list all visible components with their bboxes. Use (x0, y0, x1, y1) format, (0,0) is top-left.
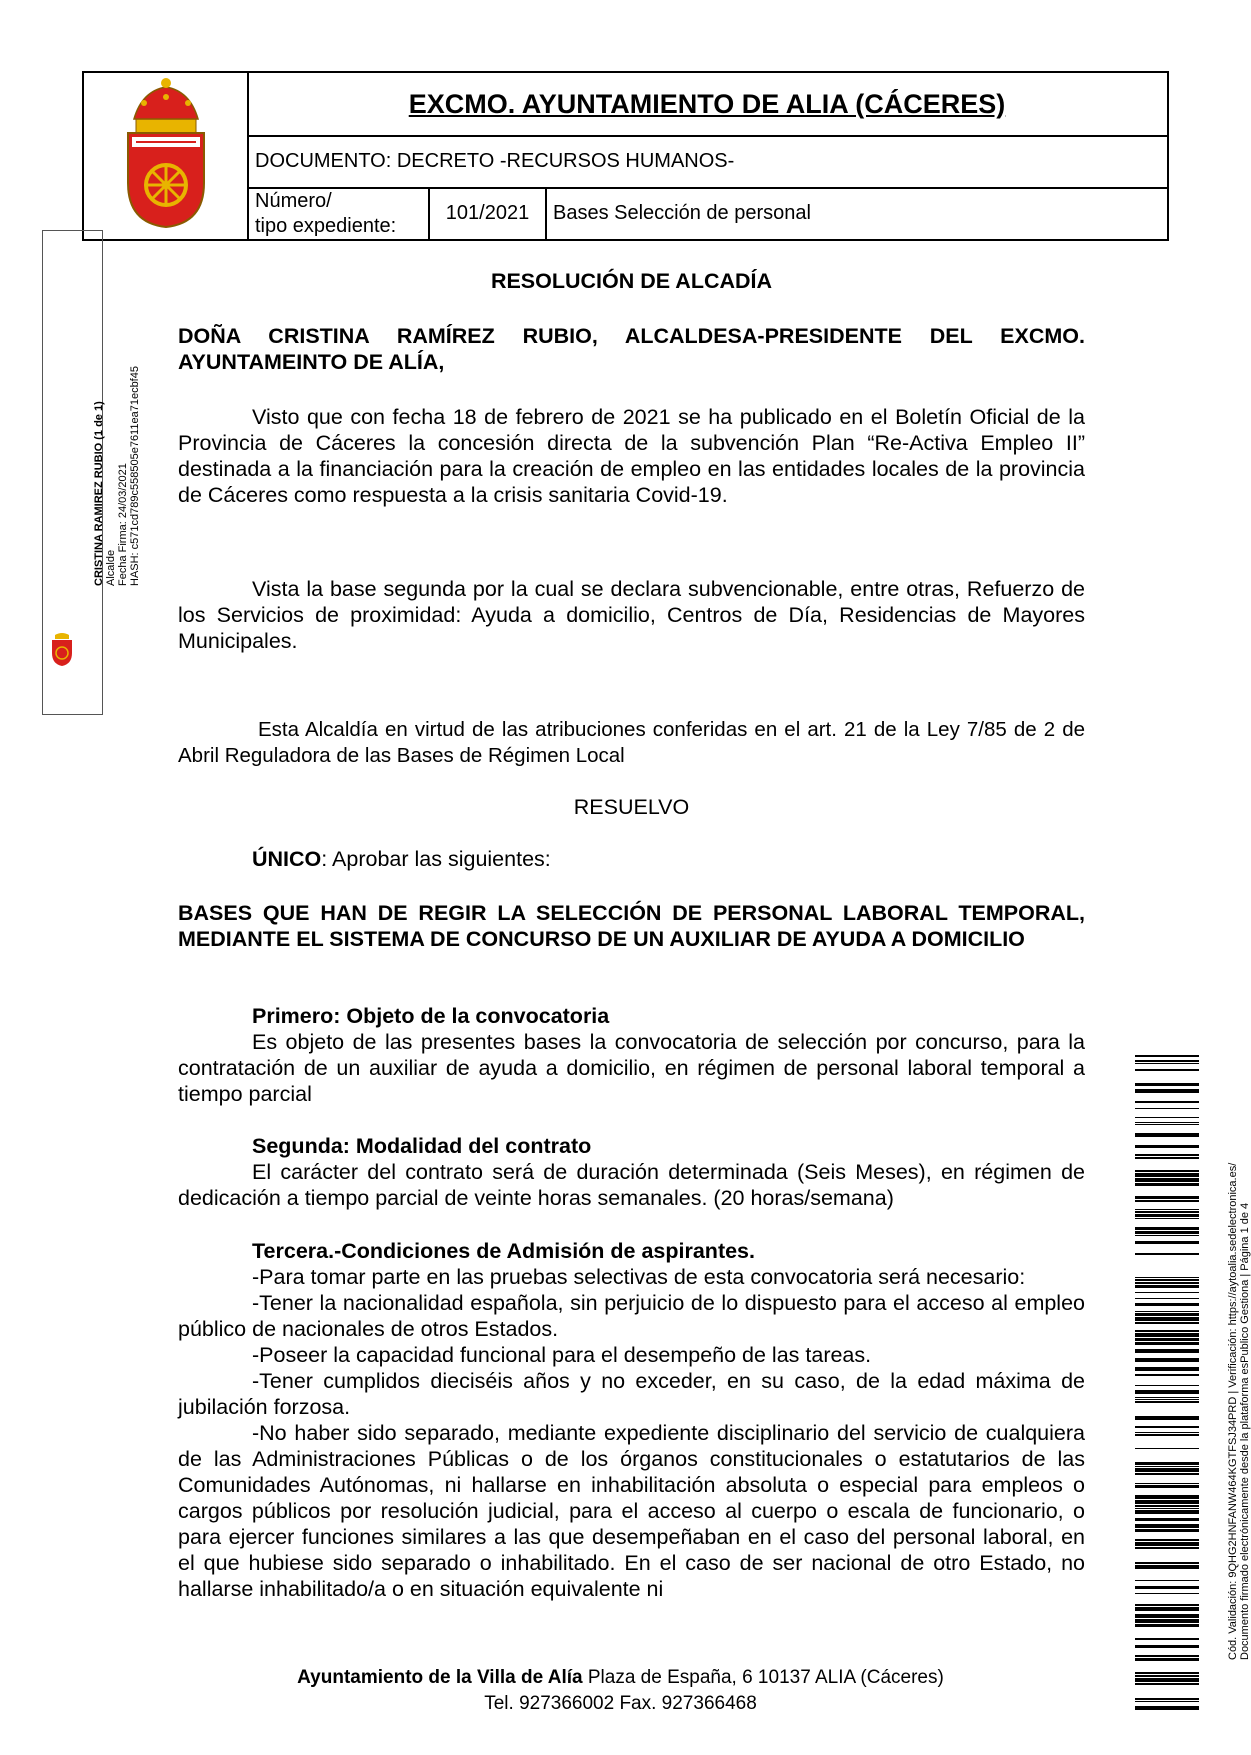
barcode-bar (1135, 1342, 1199, 1345)
barcode-bar (1135, 1401, 1199, 1403)
barcode-bar (1135, 1241, 1199, 1244)
barcode-bar (1135, 1607, 1199, 1611)
barcode-bar (1135, 1277, 1199, 1278)
signature-stamp (42, 230, 141, 715)
barcode-bar (1135, 1432, 1199, 1433)
barcode-bar (1135, 1390, 1199, 1394)
barcode-bar (1135, 1562, 1199, 1564)
header-title: EXCMO. AYUNTAMIENTO DE ALIA (CÁCERES) (247, 73, 1167, 137)
barcode (1135, 1055, 1199, 1707)
barcode-bar (1135, 1170, 1199, 1172)
mini-crest-icon (49, 631, 75, 667)
barcode-bar (1135, 1448, 1199, 1449)
barcode-bar (1135, 1518, 1199, 1521)
barcode-bar (1135, 1473, 1199, 1475)
barcode-bar (1135, 1399, 1199, 1400)
barcode-bar (1135, 1101, 1199, 1103)
barcode-bar (1135, 1658, 1199, 1661)
barcode-bar (1135, 1655, 1199, 1657)
tercera-item-4: -Tener cumplidos dieciséis años y no exceder, en su caso, de la edad máxima de jubilación forzosa. (178, 1369, 1085, 1419)
barcode-bar (1135, 1462, 1199, 1465)
barcode-bar (1135, 1218, 1199, 1219)
tercera-item-2: -Tener la nacionalidad española, sin perjuicio de lo dispuesto para el acceso al empleo público de nacionales de otros Estados. (178, 1291, 1085, 1341)
barcode-bar (1135, 1426, 1199, 1428)
primero-label: Primero (252, 1004, 334, 1028)
barcode-bar (1135, 1586, 1199, 1589)
barcode-bar (1135, 1624, 1199, 1627)
signature-text (93, 366, 141, 586)
resuelvo: RESUELVO (573, 795, 690, 819)
barcode-bar (1135, 1133, 1199, 1137)
barcode-bar (1135, 1374, 1199, 1376)
barcode-bar (1135, 1235, 1199, 1236)
barcode-bar (1135, 1604, 1199, 1606)
barcode-bar (1135, 1282, 1199, 1284)
unico (178, 846, 1085, 872)
barcode-bar (1135, 1317, 1199, 1321)
barcode-bar (1135, 1124, 1199, 1125)
barcode-bar (1135, 1524, 1199, 1528)
barcode-bar (1135, 1505, 1199, 1507)
segunda-text: El carácter del contrato será de duración determinada (Seis Meses), en régimen de dedicación a tiempo parcial de veinte horas semanales. (20 horas/semana) (178, 1160, 1085, 1210)
barcode-bar (1135, 1196, 1199, 1199)
barcode-bar (1135, 1178, 1199, 1182)
barcode-bar (1135, 1495, 1199, 1499)
barcode-bar (1135, 1227, 1199, 1230)
barcode-bar (1135, 1211, 1199, 1213)
verification-line1: Cód. Validación: 9QHG2HNFANW464KGTFSJ34PRD | Verificación: https://aytoalia.sedelectronica.es/ (1227, 1162, 1239, 1660)
barcode-bar (1135, 1209, 1199, 1210)
barcode-bar (1135, 1367, 1199, 1371)
paragraph-3: Esta Alcaldía en virtud de las atribuciones conferidas en el art. 21 de la Ley 7/85 de 2 de Abril Reguladora de las Bases de Régimen Local (178, 718, 1085, 767)
barcode-bar (1135, 1385, 1199, 1386)
barcode-bar (1135, 1200, 1199, 1202)
barcode-bar (1135, 1063, 1199, 1064)
document-header (82, 71, 1169, 241)
crest-cell (84, 73, 249, 239)
barcode-bar (1135, 1231, 1199, 1234)
tercera-item-1: -Para tomar parte en las pruebas selectivas de esta convocatoria será necesario: (252, 1265, 1026, 1289)
footer-org: Ayuntamiento de la Villa de Alía (297, 1667, 583, 1688)
footer-address (0, 1665, 1241, 1691)
barcode-bar (1135, 1593, 1199, 1594)
unico-label: ÚNICO (252, 847, 322, 871)
barcode-bar (1135, 1547, 1199, 1549)
barcode-bar (1135, 1466, 1199, 1467)
barcode-bar (1135, 1330, 1199, 1332)
footer-addr: Plaza de España, 6 10137 ALIA (Cáceres) (582, 1667, 944, 1688)
numero-label (247, 187, 430, 239)
primero-heading (178, 1003, 1085, 1029)
barcode-bar (1135, 1285, 1199, 1288)
barcode-bar (1135, 1122, 1199, 1123)
barcode-bar (1135, 1483, 1199, 1484)
barcode-bar (1135, 1303, 1199, 1306)
document-type: DOCUMENTO: DECRETO -RECURSOS HUMANOS- (247, 135, 1167, 189)
segunda-title: Segunda: Modalidad del contrato (252, 1134, 592, 1158)
sign-date: Fecha Firma: 24/03/2021 (117, 463, 129, 586)
barcode-bar (1135, 1416, 1199, 1420)
barcode-bar (1135, 1638, 1199, 1640)
expediente-number: 101/2021 (430, 187, 547, 239)
barcode-bar (1135, 1539, 1199, 1541)
footer-contact: Tel. 927366002 Fax. 927366468 (484, 1693, 757, 1714)
barcode-bar (1135, 1333, 1199, 1337)
numero-label-line2: tipo expediente: (255, 215, 397, 237)
bases-title: BASES QUE HAN DE REGIR LA SELECCIÓN DE PERSONAL LABORAL TEMPORAL, MEDIANTE EL SISTEMA DE CONCURSO DE UN AUXILIAR DE AYUDA A DOMICILIO (178, 901, 1085, 951)
barcode-bar (1135, 1069, 1199, 1071)
sign-hash: HASH: c571cd789c558505e7611ea71ecbf45 (129, 366, 141, 586)
barcode-bar (1135, 1358, 1199, 1362)
paragraph-1: Visto que con fecha 18 de febrero de 2021 se ha publicado en el Boletín Oficial de la Provincia de Cáceres la concesión directa de la subvención Plan “Re-Activa Empleo II” destinada a la financiación para la creación de empleo en las entidades locales de la provincia de Cáceres como respuesta a la crisis sanitaria Covid-19. (178, 405, 1085, 507)
barcode-bar (1135, 1338, 1199, 1341)
barcode-bar (1135, 1117, 1199, 1118)
barcode-bar (1135, 1322, 1199, 1324)
numero-label-line1: Número/ (255, 190, 332, 212)
barcode-bar (1135, 1108, 1199, 1109)
primero-title: : Objeto de la convocatoria (333, 1004, 610, 1028)
barcode-bar (1135, 1157, 1199, 1159)
barcode-bar (1135, 1083, 1199, 1086)
barcode-bar (1135, 1485, 1199, 1488)
barcode-bar (1135, 1619, 1199, 1623)
official-name: DOÑA CRISTINA RAMÍREZ RUBIO, ALCALDESA-PRESIDENTE DEL EXCMO. AYUNTAMEINTO DE ALÍA, (178, 324, 1085, 374)
barcode-bar (1135, 1397, 1199, 1398)
barcode-bar (1135, 1089, 1199, 1093)
tercera-item-3: -Poseer la capacidad funcional para el desempeño de las tareas. (252, 1343, 872, 1367)
resolution-heading: RESOLUCIÓN DE ALCADÍA (490, 269, 773, 293)
barcode-bar (1135, 1253, 1199, 1255)
barcode-bar (1135, 1565, 1199, 1569)
paragraph-2: Vista la base segunda por la cual se declara subvencionable, entre otras, Refuerzo de los Servicios de proximidad: Ayuda a domicilio, Centros de Día, Residencias de Mayores Municipales. (178, 577, 1085, 653)
barcode-bar (1135, 1060, 1199, 1062)
primero-text: Es objeto de las presentes bases la convocatoria de selección por concurso, para la contratación de un auxiliar de ayuda a domicilio, en régimen de personal laboral temporal a tiempo parcial (178, 1030, 1085, 1106)
barcode-bar (1135, 1145, 1199, 1148)
unico-text: : Aprobar las siguientes: (321, 847, 551, 871)
barcode-bar (1135, 1279, 1199, 1281)
barcode-bar (1135, 1510, 1199, 1514)
coat-of-arms-icon (84, 73, 247, 239)
verification-line2: Documento firmado electrónicamente desde la plataforma esPublico Gestiona | Página 1 de 4 (1239, 1202, 1251, 1660)
barcode-bar (1135, 1580, 1199, 1581)
barcode-bar (1135, 1313, 1199, 1316)
signer-name: CRISTINA RAMIREZ RUBIO (1 de 1) (93, 401, 105, 586)
barcode-bar (1135, 1311, 1199, 1312)
barcode-bar (1135, 1154, 1199, 1156)
barcode-bar (1135, 1645, 1199, 1648)
barcode-bar (1135, 1173, 1199, 1177)
barcode-bar (1135, 1434, 1199, 1436)
barcode-bar (1135, 1298, 1199, 1299)
tercera-title: Tercera.-Condiciones de Admisión de aspirantes. (252, 1239, 755, 1263)
barcode-bar (1135, 1508, 1199, 1509)
barcode-bar (1135, 1055, 1199, 1057)
barcode-bar (1135, 1529, 1199, 1532)
barcode-bar (1135, 1614, 1199, 1618)
signer-role: Alcalde (105, 549, 117, 586)
barcode-bar (1135, 1542, 1199, 1546)
barcode-bar (1135, 1292, 1199, 1293)
verification-text (1227, 1163, 1251, 1660)
tercera-item-5: -No haber sido separado, mediante expediente disciplinario del servicio de cualquiera de las Administraciones Públicas o de los órganos constitucionales o estatutarios de las Comunidades Autónomas, ni hallarse en inhabilitación absoluta o especial para empleos o cargos públicos por resolución judicial, para el acceso al cuerpo o escala de funcionario, o para ejercer funciones similares a las que desempeñaban en el caso del personal laboral, en el que hubiese sido separado o inhabilitado. En el caso de ser nacional de otro Estado, no hallarse inhabilitado/a o en situación equivalente ni (178, 1421, 1085, 1601)
barcode-bar (1135, 1214, 1199, 1217)
barcode-bar (1135, 1468, 1199, 1472)
barcode-bar (1135, 1183, 1199, 1186)
barcode-bar (1135, 1349, 1199, 1353)
barcode-bar (1135, 1500, 1199, 1504)
expediente-type: Bases Selección de personal (553, 202, 811, 224)
